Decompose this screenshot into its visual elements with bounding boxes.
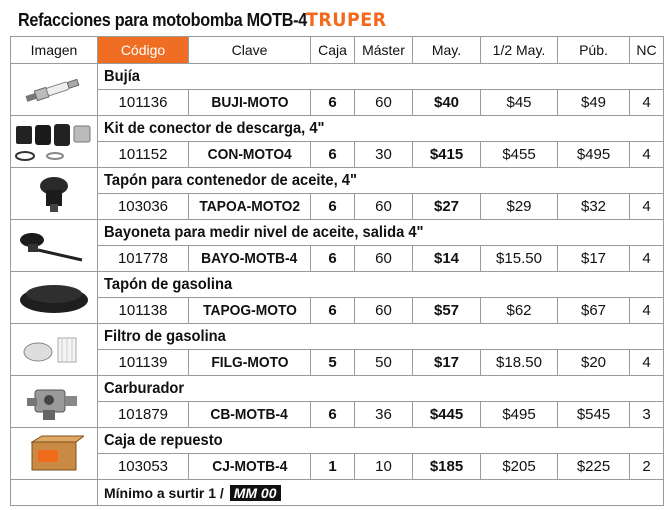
product-half-may: $29	[481, 194, 558, 220]
product-half-may: $15.50	[481, 246, 558, 272]
footer-row	[11, 480, 664, 506]
product-image	[11, 168, 98, 220]
product-data-row	[11, 246, 664, 272]
product-caja: 5	[311, 350, 355, 376]
product-may: $57	[413, 298, 481, 324]
footer-note	[98, 480, 664, 506]
col-half-may: 1/2 May.	[481, 37, 558, 64]
fuel-filter-icon	[11, 330, 97, 370]
product-code: 101138	[98, 298, 189, 324]
product-master: 60	[355, 194, 413, 220]
product-pub: $225	[558, 454, 630, 480]
product-image	[11, 116, 98, 168]
product-name: Bayoneta para medir nivel de aceite, salida 4"	[98, 220, 664, 246]
product-clave: CON-MOTO4	[189, 142, 311, 168]
product-image	[11, 376, 98, 428]
col-pub: Púb.	[558, 37, 630, 64]
col-codigo: Código	[98, 37, 189, 64]
product-name: Tapón para contenedor de aceite, 4"	[98, 168, 664, 194]
header-row	[11, 37, 664, 64]
product-nc: 4	[630, 194, 664, 220]
product-pub: $20	[558, 350, 630, 376]
col-caja: Caja	[311, 37, 355, 64]
product-may: $17	[413, 350, 481, 376]
product-half-may: $205	[481, 454, 558, 480]
product-pub: $495	[558, 142, 630, 168]
product-clave: BAYO-MOTB-4	[189, 246, 311, 272]
brand-logo: TRUPER	[306, 9, 387, 31]
oil-cap-icon	[11, 172, 97, 216]
product-caja: 6	[311, 142, 355, 168]
product-nc: 4	[630, 142, 664, 168]
product-clave: TAPOA-MOTO2	[189, 194, 311, 220]
product-name: Caja de repuesto	[98, 428, 664, 454]
mm-badge: MM 00	[230, 485, 281, 501]
product-name: Filtro de gasolina	[98, 324, 664, 350]
product-may: $40	[413, 90, 481, 116]
product-name-row	[11, 376, 664, 402]
product-clave: BUJI-MOTO	[189, 90, 311, 116]
product-image	[11, 428, 98, 480]
product-name: Kit de conector de descarga, 4"	[98, 116, 664, 142]
product-name-row	[11, 324, 664, 350]
product-caja: 6	[311, 194, 355, 220]
product-may: $445	[413, 402, 481, 428]
product-pub: $67	[558, 298, 630, 324]
product-name-row	[11, 220, 664, 246]
product-code: 101136	[98, 90, 189, 116]
product-code: 101152	[98, 142, 189, 168]
product-may: $185	[413, 454, 481, 480]
product-master: 36	[355, 402, 413, 428]
product-clave: CJ-MOTB-4	[189, 454, 311, 480]
product-nc: 4	[630, 298, 664, 324]
product-master: 50	[355, 350, 413, 376]
product-name: Tapón de gasolina	[98, 272, 664, 298]
product-half-may: $455	[481, 142, 558, 168]
product-name-row	[11, 116, 664, 142]
dipstick-icon	[11, 226, 97, 266]
product-master: 60	[355, 298, 413, 324]
product-data-row	[11, 298, 664, 324]
product-half-may: $62	[481, 298, 558, 324]
footer-text: Mínimo a surtir 1 /	[104, 484, 224, 501]
product-pub: $17	[558, 246, 630, 272]
product-image	[11, 220, 98, 272]
product-caja: 6	[311, 402, 355, 428]
col-master: Máster	[355, 37, 413, 64]
col-may: May.	[413, 37, 481, 64]
product-nc: 4	[630, 350, 664, 376]
product-clave: CB-MOTB-4	[189, 402, 311, 428]
product-data-row	[11, 90, 664, 116]
product-data-row	[11, 402, 664, 428]
spark-plug-icon	[11, 70, 97, 110]
parts-table	[10, 36, 664, 506]
product-caja: 6	[311, 90, 355, 116]
product-master: 60	[355, 90, 413, 116]
product-master: 60	[355, 246, 413, 272]
product-caja: 1	[311, 454, 355, 480]
spare-box-icon	[11, 434, 97, 474]
product-nc: 3	[630, 402, 664, 428]
product-name: Bujía	[98, 64, 664, 90]
product-code: 101778	[98, 246, 189, 272]
product-half-may: $495	[481, 402, 558, 428]
product-data-row	[11, 454, 664, 480]
product-nc: 4	[630, 90, 664, 116]
product-code: 103036	[98, 194, 189, 220]
product-nc: 4	[630, 246, 664, 272]
product-code: 101139	[98, 350, 189, 376]
page-title: Refacciones para motobomba MOTB-4	[18, 9, 308, 30]
carburetor-icon	[11, 380, 97, 424]
fuel-cap-icon	[11, 278, 97, 318]
product-image	[11, 64, 98, 116]
product-image	[11, 324, 98, 376]
col-imagen: Imagen	[11, 37, 98, 64]
product-may: $14	[413, 246, 481, 272]
product-data-row	[11, 194, 664, 220]
product-clave: FILG-MOTO	[189, 350, 311, 376]
product-half-may: $45	[481, 90, 558, 116]
product-caja: 6	[311, 246, 355, 272]
product-name-row	[11, 272, 664, 298]
footer-blank	[11, 480, 98, 506]
col-nc: NC	[630, 37, 664, 64]
col-clave: Clave	[189, 37, 311, 64]
product-pub: $545	[558, 402, 630, 428]
product-name-row	[11, 168, 664, 194]
product-data-row	[11, 350, 664, 376]
product-pub: $49	[558, 90, 630, 116]
product-master: 10	[355, 454, 413, 480]
product-name-row	[11, 428, 664, 454]
product-name-row	[11, 64, 664, 90]
product-may: $415	[413, 142, 481, 168]
product-may: $27	[413, 194, 481, 220]
product-caja: 6	[311, 298, 355, 324]
product-image	[11, 272, 98, 324]
product-code: 101879	[98, 402, 189, 428]
title-row	[18, 8, 339, 32]
product-nc: 2	[630, 454, 664, 480]
discharge-connector-kit-icon	[11, 120, 97, 164]
product-name: Carburador	[98, 376, 664, 402]
product-code: 103053	[98, 454, 189, 480]
product-master: 30	[355, 142, 413, 168]
product-data-row	[11, 142, 664, 168]
product-pub: $32	[558, 194, 630, 220]
product-half-may: $18.50	[481, 350, 558, 376]
product-clave: TAPOG-MOTO	[189, 298, 311, 324]
